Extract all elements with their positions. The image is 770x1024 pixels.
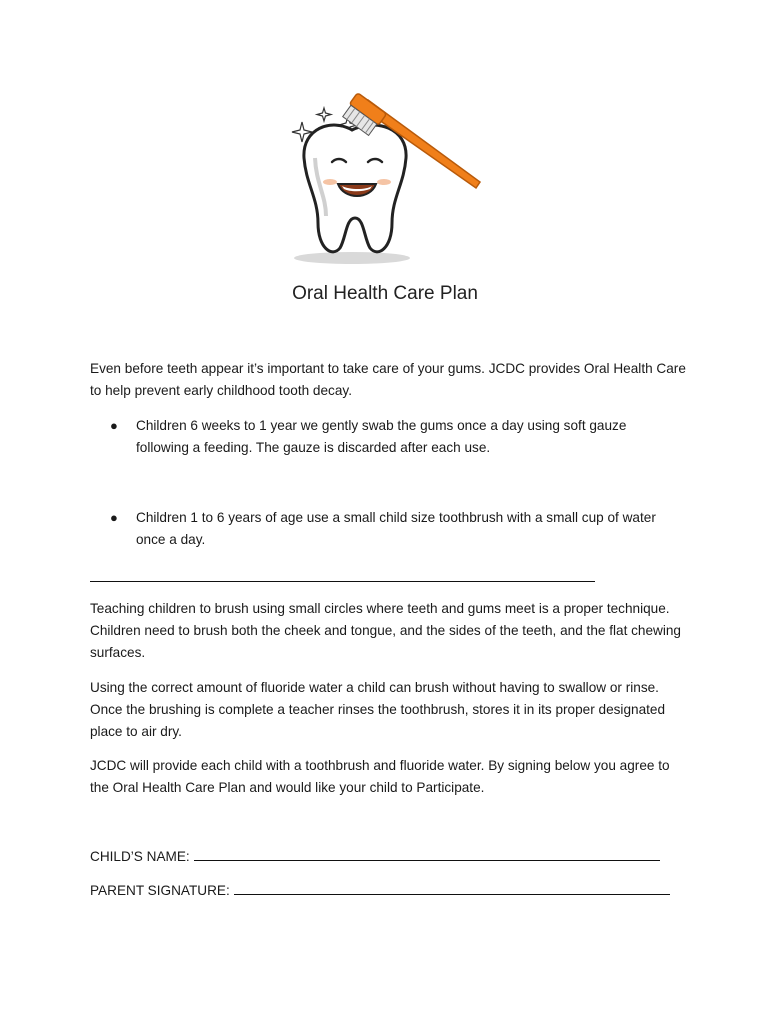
intro-paragraph: Even before teeth appear it’s important to take care of your gums. JCDC provides Oral Health Care to help prevent early childhood tooth decay. — [90, 361, 686, 398]
bullet-icon: ● — [110, 510, 118, 525]
technique-paragraph: Teaching children to brush using small circles where teeth and gums meet is a proper technique. Children need to brush both the cheek and tongue, and the sides of the teeth, and the flat chewing surfaces. — [90, 601, 681, 660]
child-name-line[interactable] — [194, 846, 660, 861]
parent-signature-line[interactable] — [234, 880, 670, 895]
bullet-icon: ● — [110, 418, 118, 433]
list-item-text: Children 1 to 6 years of age use a small child size toothbrush with a small cup of water once a day. — [136, 510, 656, 547]
list-item — [110, 415, 670, 459]
child-name-label: CHILD’S NAME: — [90, 849, 190, 864]
child-name-field[interactable] — [90, 846, 660, 868]
agreement-paragraph: JCDC will provide each child with a toothbrush and fluoride water. By signing below you agree to the Oral Health Care Plan and would like your child to Participate. — [90, 758, 670, 795]
parent-signature-field[interactable] — [90, 880, 670, 902]
document-title: Oral Health Care Plan — [292, 283, 478, 304]
tooth-with-toothbrush-icon — [280, 88, 510, 273]
parent-signature-label: PARENT SIGNATURE: — [90, 883, 230, 898]
fluoride-paragraph: Using the correct amount of fluoride water a child can brush without having to swallow or rinse. Once the brushing is complete a teacher rinses the toothbrush, stores it in its proper designated place to air dry. — [90, 680, 666, 739]
list-item-text: Children 6 weeks to 1 year we gently swab the gums once a day using soft gauze following a feeding. The gauze is discarded after each use. — [136, 418, 627, 455]
list-item — [110, 507, 670, 551]
divider — [90, 581, 595, 582]
